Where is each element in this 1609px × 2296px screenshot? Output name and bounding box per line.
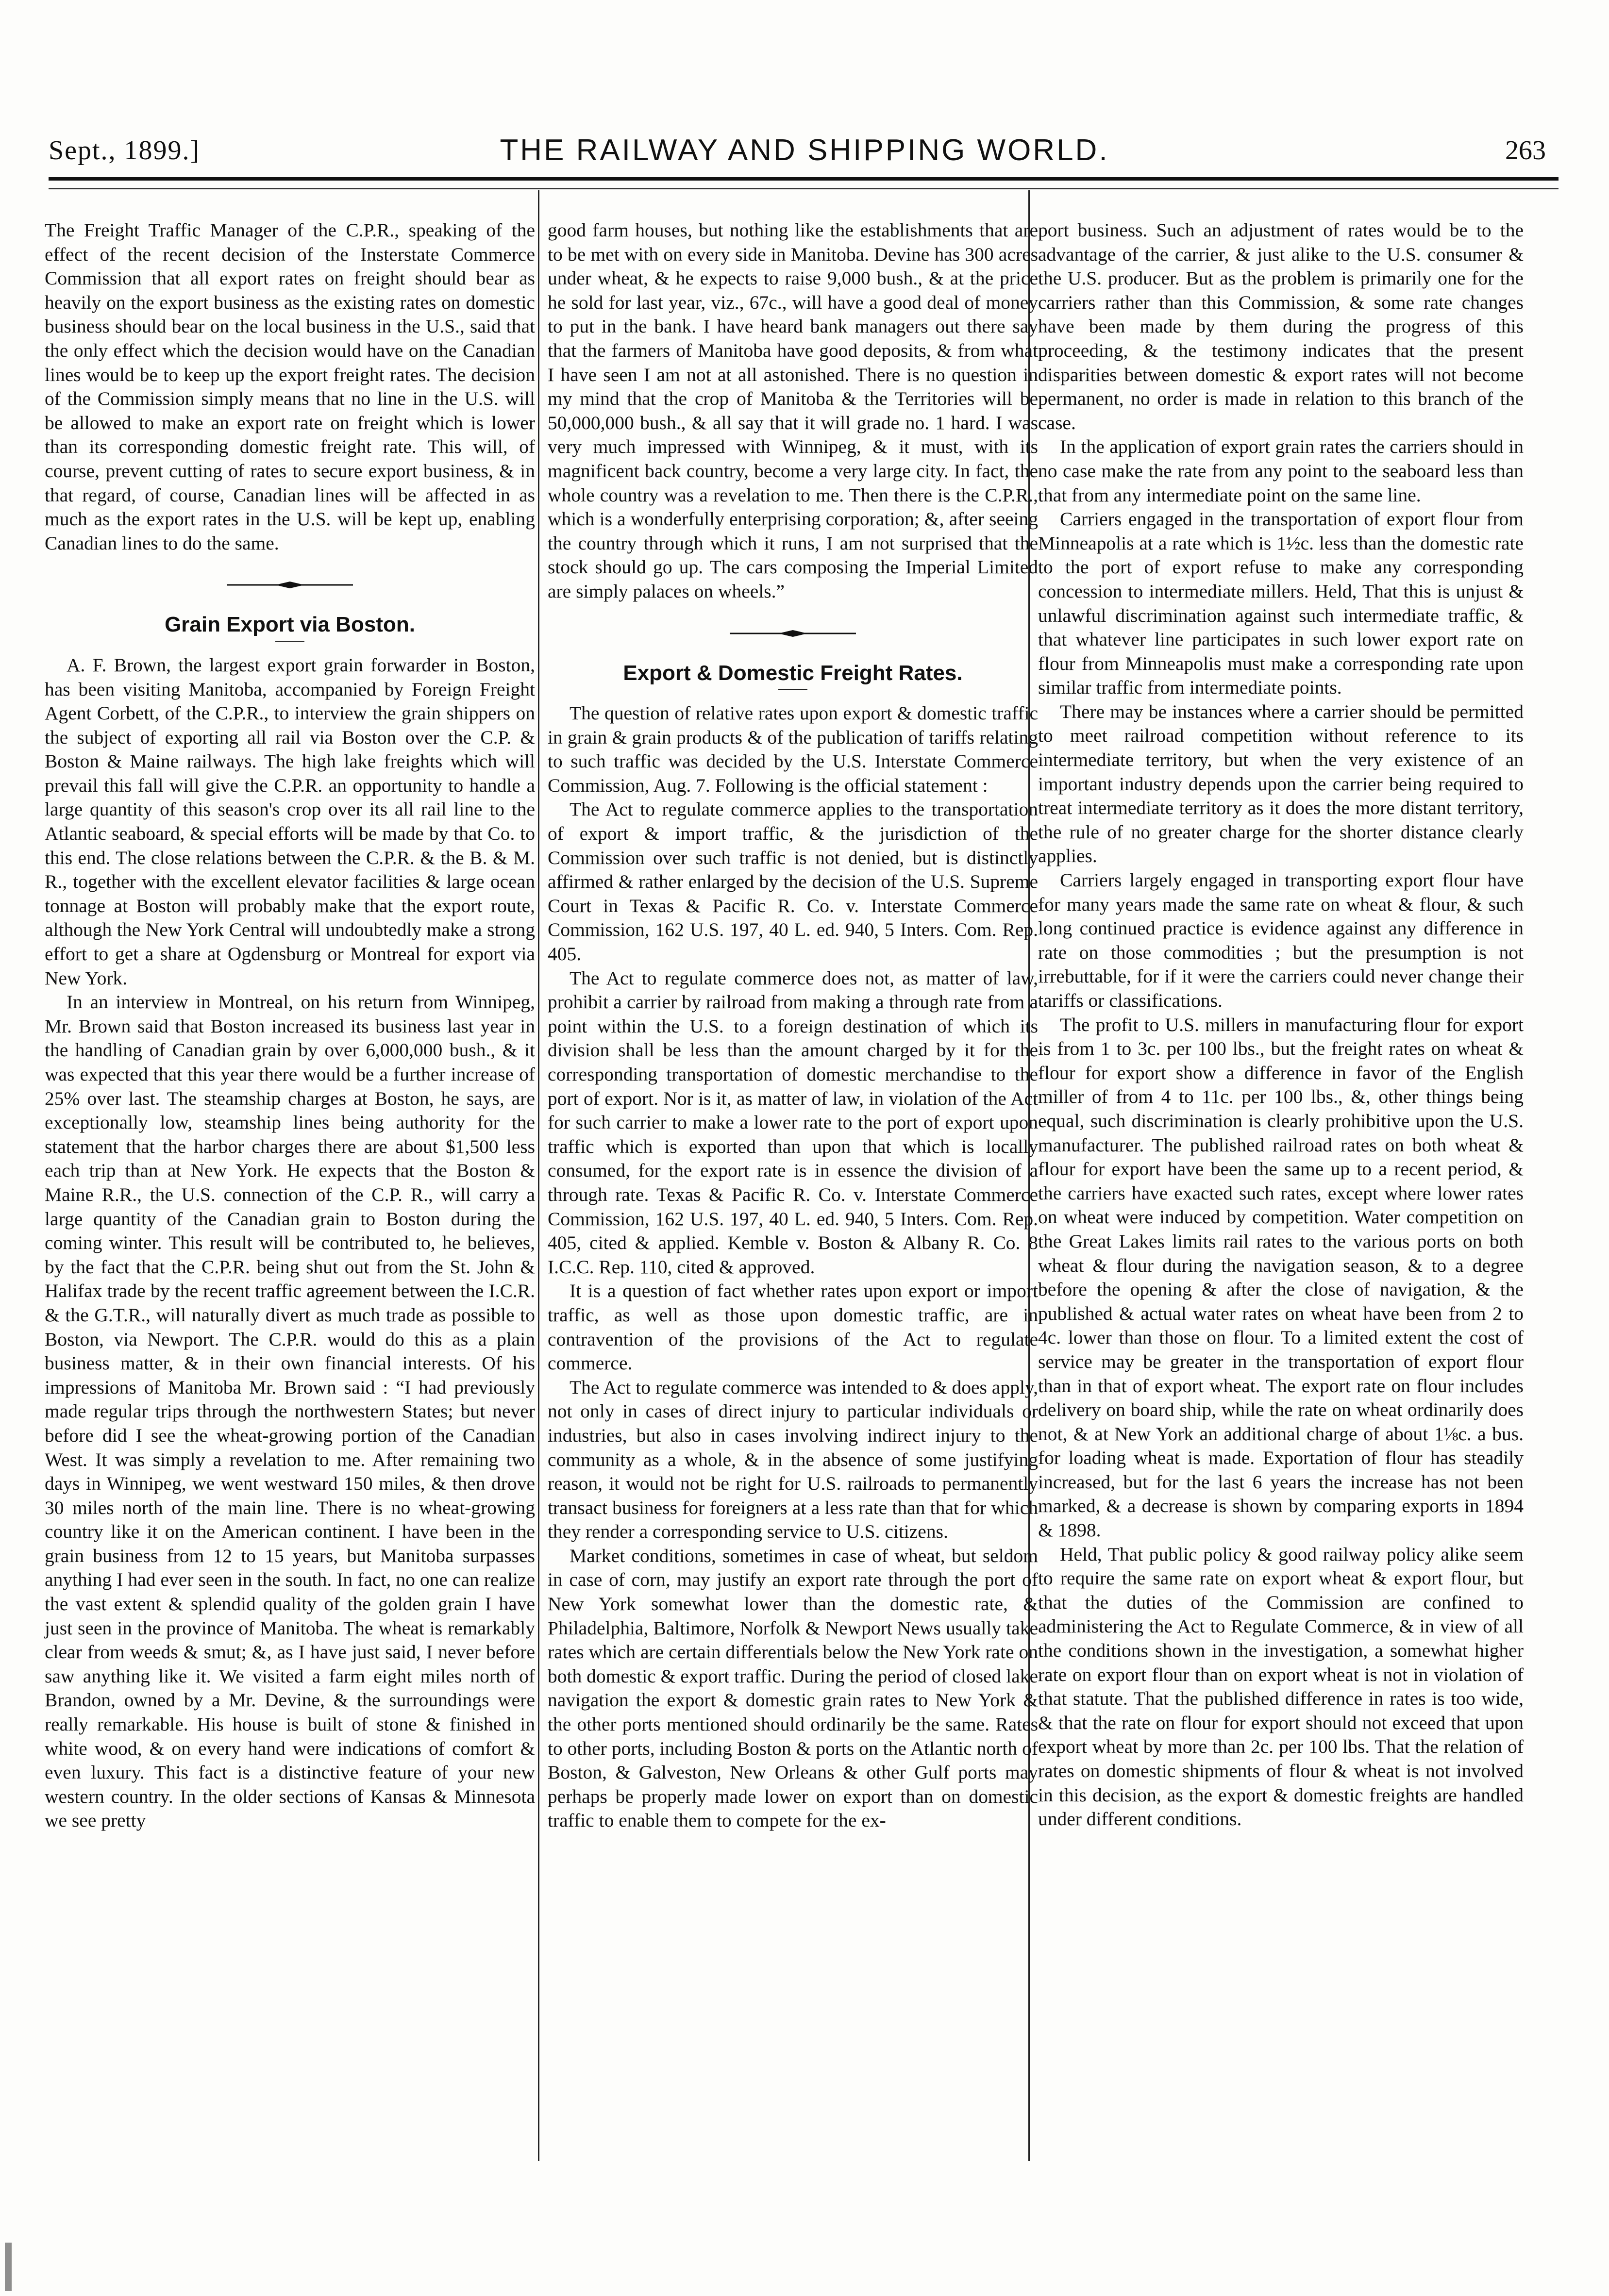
- column-2: [548, 218, 1038, 1833]
- publication-title: THE RAILWAY AND SHIPPING WORLD.: [500, 133, 1109, 167]
- article-paragraph: The Act to regulate commerce applies to the transportation of export & import traffic, & the jurisdiction of the Commission over such traffic is not denied, but is distinctly affirmed & rather enlarged by the decision of the U.S. Supreme Court in Texas & Pacific R. Co. v. Interstate Commerce Commission, 162 U.S. 197, 40 L. ed. 940, 5 Inters. Com. Rep. 405.: [548, 799, 1038, 965]
- heading-underline: [275, 641, 304, 642]
- page-number: 263: [1505, 135, 1546, 166]
- article-paragraph: In the application of export grain rates the carriers should in no case make the rate from any point to the seaboard less than that from any intermediate point on the same line.: [1038, 436, 1524, 506]
- column-separator-1: [538, 190, 539, 2161]
- article-paragraph: Held, That public policy & good railway policy alike seem to require the same rate on export wheat & export flour, but that the duties of the Commission are confined to administering the Act to Regulate Commerce, & in view of all the conditions shown in the investigation, a somewhat higher rate on export flour than on export wheat is not in violation of that statute. That the published difference in rates is too wide, & that the rate on flour for export should not exceed that upon export wheat by more than 2c. per 100 lbs. That the relation of rates on domestic shipments of flour & wheat is not involved in this decision, as the export & domestic freights are handled under different conditions.: [1038, 1543, 1524, 1830]
- heading-underline: [778, 689, 807, 690]
- article-paragraph-continued: good farm houses, but nothing like the establishments that are to be met with on every side in Manitoba. Devine has 300 acres under wheat, & he expects to raise 9,000 bush., & at the price he sold for last year, viz., 67c., will have a good deal of money to put in the bank. I have heard bank managers out there say that the farmers of Manitoba have good deposits, & from what I have seen I am not at all astonished. There is no question in my mind that the crop of Manitoba & the Territories will be 50,000,000 bush., & all say that it will grade no. 1 hard. I was very much impressed with Winnipeg, & it must, with its magnificent back country, become a very large city. In fact, the whole country was a revelation to me. Then there is the C.P.R., which is a wonderfully enterprising corporation; &, after seeing the country through which it runs, I am not surprised that the stock should go up. The cars composing the Imperial Limited are simply palaces on wheels.”: [548, 219, 1038, 602]
- article-paragraph: The question of relative rates upon export & domestic traffic in grain & grain products & of the publication of tariffs relating to such traffic was decided by the U.S. Interstate Commerce Commission, Aug. 7. Following is the official statement :: [548, 702, 1038, 796]
- article-paragraph: In an interview in Montreal, on his return from Winnipeg, Mr. Brown said that Boston increased its business last year in the handling of Canadian grain by over 6,000,000 bush., & it was expected that this year there would be a further increase of 25% over last. The steamship charges at Boston, he says, are exceptionally low, steamship lines being authority for the statement that the harbor charges there are about $1,500 less each trip than at New York. He expects that the Boston & Maine R.R., the U.S. connection of the C.P. R., will carry a large quantity of the Canadian grain to Boston during the coming winter. This result will be contributed to, he believes, by the fact that the C.P.R. being shut out from the St. John & Halifax trade by the recent traffic agreement between the I.C.R. & the G.T.R., will naturally divert as much trade as possible to Boston, via Newport. The C.P.R. would do this as a plain business matter, & in their own financial interests. Of his impressions of Manitoba Mr. Brown said : “I had previously made regular trips through the northwestern States; but never before did I see the wheat-growing portion of the Canadian West. It was simply a revelation to me. After remaining two days in Winnipeg, we went westward 150 miles, & then drove 30 miles north of the main line. There is no wheat-growing country like it on the American continent. I have been in the grain business from 12 to 15 years, but Manitoba surpasses anything I had ever seen in the south. In fact, no one can realize the vast extent & splendid quality of the golden grain I have just seen in the province of Manitoba. The wheat is remarkably clear from weeds & smut; &, as I have just said, I never before saw anything like it. We visited a farm eight miles north of Brandon, owned by a Mr. Devine, & the surroundings were really remarkable. His house is built of stone & finished in white wood, & on every hand were indications of comfort & even luxury. This fact is a distinctive feature of your new western country. In the older sections of Kansas & Minnesota we see pretty: [45, 991, 535, 1831]
- article-heading-export-domestic-rates: Export & Domestic Freight Rates.: [623, 661, 963, 685]
- article-paragraph-continued: port business. Such an adjustment of rates would be to the advantage of the carrier, & just alike to the U.S. consumer & the U.S. producer. But as the problem is primarily one for the carriers rather than this Commission, & some rate changes have been made by them during the progress of this proceeding, & the testimony indicates that the present disparities between domestic & export rates will not become permanent, no order is made in relation to this branch of the case.: [1038, 219, 1524, 433]
- article-paragraph: Market conditions, sometimes in case of wheat, but seldom in case of corn, may justify an export rate through the port of New York somewhat lower than the domestic rate, & Philadelphia, Baltimore, Norfolk & Newport News usually take rates which are certain differentials below the New York rate on both domestic & export traffic. During the period of closed lake navigation the export & domestic grain rates to New York & the other ports mentioned should ordinarily be the same. Rates to other ports, including Boston & ports on the Atlantic north of Boston, & Galveston, New Orleans & other Gulf ports may perhaps be properly made lower on export than on domestic traffic to enable them to compete for the ex-: [548, 1545, 1038, 1831]
- article-heading-grain-export: Grain Export via Boston.: [165, 613, 415, 637]
- article-paragraph: A. F. Brown, the largest export grain forwarder in Boston, has been visiting Manitoba, accompanied by Foreign Freight Agent Corbett, of the C.P.R., to interview the grain shippers on the subject of exporting all rail via Boston over the C.P. & Boston & Maine railways. The high lake freights which will prevail this fall will give the C.P.R. an opportunity to handle a large quantity of this season's crop over its all rail line to the Atlantic seaboard, & special efforts will be made by that Co. to this end. The close relations between the C.P.R. & the B. & M. R., together with the excellent elevator facilities & large ocean tonnage at Boston will probably make that the export route, although the New York Central will undoubtedly make a strong effort to get a share at Ogdensburg or Montreal for export via New York.: [45, 654, 535, 989]
- section-divider-ornament: [730, 629, 856, 638]
- cpr-export-rates-paragraph: The Freight Traffic Manager of the C.P.R., speaking of the effect of the recent decision of the Insterstate Commerce Commission that all export rates on freight should bear as heavily on the export business as the existing rates on domestic business should bear on the local business in the U.S., said that the only effect which the decision would have on the Canadian lines would be to keep up the export freight rates. The decision of the Commission simply means that no line in the U.S. will be allowed to make an export rate on freight which is lower than its corresponding domestic freight rate. This will, of course, prevent cutting of rates to secure export business, & in that regard, of course, Canadian lines will be affected in as much as the export rates in the U.S. will be kept up, enabling Canadian lines to do the same.: [45, 219, 535, 554]
- column-1: [45, 218, 535, 1833]
- article-paragraph: There may be instances where a carrier should be permitted to meet railroad competition without reference to its intermediate territory, but when the very existence of an important industry depends upon the carrier being required to treat intermediate territory as it does the more distant territory, the rule of no greater charge for the shorter distance clearly applies.: [1038, 700, 1524, 867]
- article-paragraph: The Act to regulate commerce does not, as matter of law, prohibit a carrier by railroad from making a through rate from a point within the U.S. to a foreign destination of which its division shall be less than the amount charged by it for the corresponding transportation of domestic merchandise to the port of export. Nor is it, as matter of law, in violation of the Act for such carrier to make a lower rate to the port of export upon traffic which is exported than upon that which is locally consumed, for the export rate is in essence the division of a through rate. Texas & Pacific R. Co. v. Interstate Commerce Commission, 162 U.S. 197, 40 L. ed. 940, 5 Inters. Com. Rep. 405, cited & applied. Kemble v. Boston & Albany R. Co. 8 I.C.C. Rep. 110, cited & approved.: [548, 967, 1038, 1278]
- article-paragraph: The Act to regulate commerce was intended to & does apply, not only in cases of direct injury to particular individuals or industries, but also in cases involving indirect injury to the community as a whole, & in the absence of some justifying reason, it would not be right for U.S. railroads to permanently transact business for foreigners at a less rate than that for which they render a corresponding service to U.S. citizens.: [548, 1376, 1038, 1543]
- article-paragraph: The profit to U.S. millers in manufacturing flour for export is from 1 to 3c. per 100 lbs., but the freight rates on wheat & flour for export show a difference in favor of the English miller of from 4 to 11c. per 100 lbs., &, other things being equal, such discrimination is clearly prohibitive upon the U.S. manufacturer. The published railroad rates on both wheat & flour for export have been the same up to a recent period, & the carriers have exacted such rates, except where lower rates on wheat were induced by competition. Water competition on the Great Lakes limits rail rates to the various ports on both wheat & flour during the navigation season, & to a degree before the opening & after the close of navigation, & the published & actual water rates on wheat have been from 2 to 4c. lower than those on flour. To a limited extent the cost of service may be greater in the transportation of export flour than in that of export wheat. The export rate on flour includes delivery on board ship, while the rate on wheat ordinarily does not, & at New York an additional charge of about 1⅛c. a bus. for loading wheat is made. Exportation of flour has steadily increased, but for the last 6 years the increase has not been marked, & a decrease is shown by comparing exports in 1894 & 1898.: [1038, 1014, 1524, 1541]
- article-paragraph: Carriers largely engaged in transporting export flour have for many years made the same rate on wheat & flour, & such long continued practice is evidence against any difference in rate on those commodities ; but the presumption is not irrebuttable, for if it were the carriers could never change their tariffs or classifications.: [1038, 869, 1524, 1011]
- scan-ink-blot: [5, 2243, 12, 2291]
- header-rule-thin: [49, 188, 1559, 189]
- column-3: [1038, 218, 1524, 1831]
- article-paragraph: Carriers engaged in the transportation of export flour from Minneapolis at a rate which is 1½c. less than the domestic rate to the port of export refuse to make any corresponding concession to intermediate millers. Held, That this is unjust & unlawful discrimination against such intermediate traffic, & that whatever line participates in such lower export rate on flour from Minneapolis must make a corresponding rate upon similar traffic from intermediate points.: [1038, 508, 1524, 699]
- article-paragraph: It is a question of fact whether rates upon export or import traffic, as well as those upon domestic traffic, are in contravention of the provisions of the Act to regulate commerce.: [548, 1280, 1038, 1374]
- section-divider-ornament: [227, 581, 353, 589]
- issue-date: Sept., 1899.]: [49, 135, 201, 166]
- header-rule-thick: [49, 177, 1559, 181]
